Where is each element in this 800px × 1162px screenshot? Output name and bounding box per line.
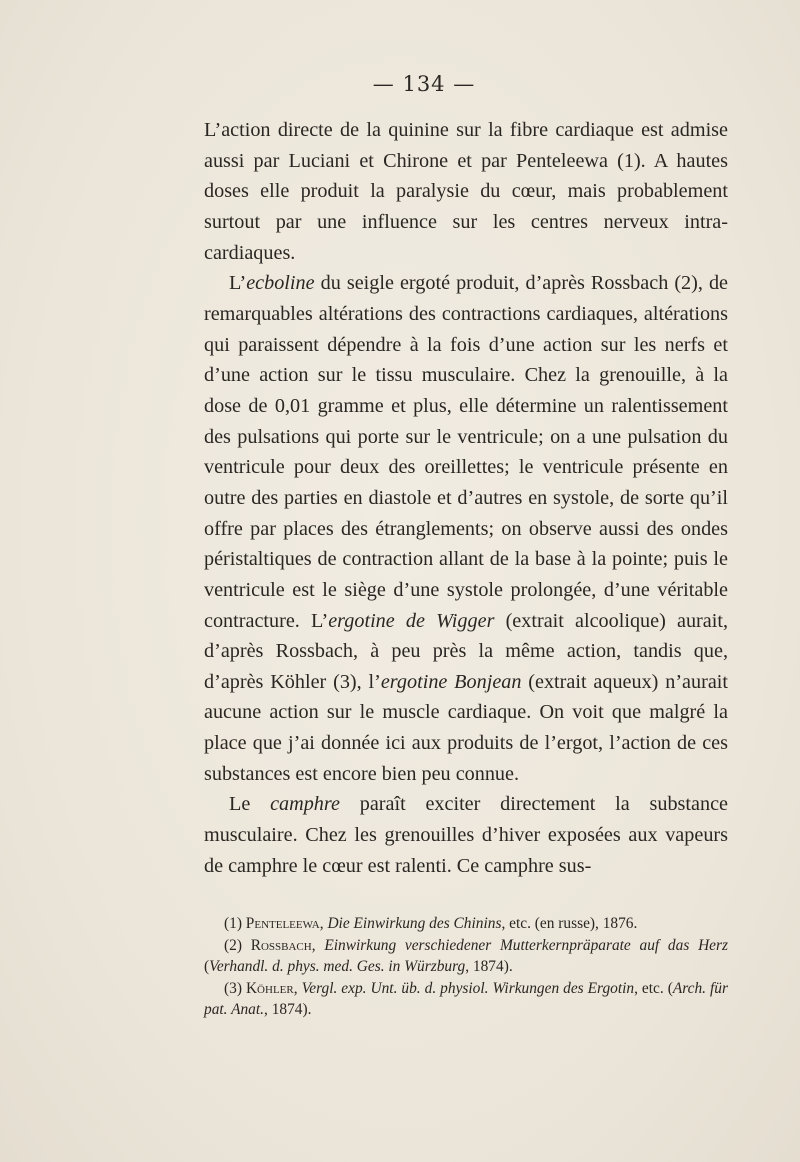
text-run: Le	[229, 793, 271, 816]
author-name: Köhler	[245, 979, 294, 997]
paragraph-quinine	[204, 115, 728, 268]
text-run: , 1874).	[264, 1001, 312, 1019]
paragraph-ecboline	[204, 268, 728, 789]
text-run: paraît exciter directement la substance musculaire. Chez les grenouilles d’hiver exposées aux vapeurs de camphre le cœur est ralenti. Ce camphre sus-	[204, 793, 728, 877]
footnotes	[204, 913, 728, 1021]
paragraph-camphre	[204, 789, 728, 881]
text-run: , 1874).	[465, 958, 513, 976]
text-run: (2)	[224, 936, 251, 954]
text-run: , etc. (en russe), 1876.	[501, 915, 638, 932]
author-name: Rossbach	[250, 936, 312, 954]
text-run: L’	[229, 272, 247, 295]
text-run: L’action directe de la quinine sur la fibre cardiaque est admise aussi par Luciani et Chirone et par Penteleewa (1). A hautes doses elle produit la paralysie du cœur, mais probablement surtout par une influence sur les centres nerveux intra-cardiaques.	[204, 119, 728, 264]
italic-text: Arch. für pat. Anat.	[204, 979, 728, 1019]
italic-text: Einwirkung verschiedener Mutterkernpräparate auf das Herz	[324, 936, 728, 954]
text-run: (1)	[224, 915, 246, 932]
italic-text: Vergl. exp. Unt. üb. d. physiol. Wirkungen des Ergotin	[301, 979, 635, 997]
text-run: , etc. (	[634, 979, 673, 997]
text-run: (3)	[224, 979, 246, 997]
italic-text: ecboline	[246, 272, 315, 295]
italic-text: Verhandl. d. phys. med. Ges. in Würzburg	[209, 958, 466, 976]
author-name: Penteleewa	[245, 915, 320, 932]
text-run: ,	[311, 936, 325, 954]
text-run: ,	[319, 915, 328, 932]
text-run: ,	[293, 979, 302, 997]
italic-text: ergotine Bonjean	[380, 670, 522, 693]
text-run: (extrait aqueux) n’aurait aucune action sur le muscle cardiaque. On voit que malgré la place que j’ai donnée ici aux produits de l’ergot, l’action de ces substances est encore bien peu connue.	[204, 670, 728, 785]
italic-text: Die Einwirkung des Chinins	[327, 915, 502, 932]
text-run: du seigle ergoté produit, d’après Rossbach (2), de remarquables altérations des contractions cardiaques, altérations qui paraissent dépendre à la fois d’une action sur les nerfs et d’une action sur le tissu musculaire. Chez la grenouille, à la dose de 0,01 gramme et plus, elle détermine un ralentissement des pulsations qui porte sur le ventricule; on a une pulsation du ventricule pour deux des oreillettes; le ventricule présente en outre des parties en diastole et d’autres en systole, de sorte qu’il offre par places des étranglements; on observe aussi des ondes péristaltiques de contraction allant de la base à la pointe; puis le ventricule est le siège d’une systole prolongée, d’une véritable contracture. L’	[204, 272, 728, 632]
text-run: (extrait alcoolique) aurait, d’après Rossbach, à peu près la même action, tandis que, d’après Köhler (3), l’	[204, 609, 728, 693]
italic-text: camphre	[270, 793, 340, 816]
page-number: — 134 —	[372, 72, 476, 96]
body-text	[204, 115, 728, 881]
footnote-3	[204, 978, 728, 1021]
footnote-2	[204, 935, 728, 978]
italic-text: ergotine de Wigger	[328, 609, 495, 632]
text-run: (	[204, 958, 210, 976]
footnote-1	[204, 913, 728, 935]
